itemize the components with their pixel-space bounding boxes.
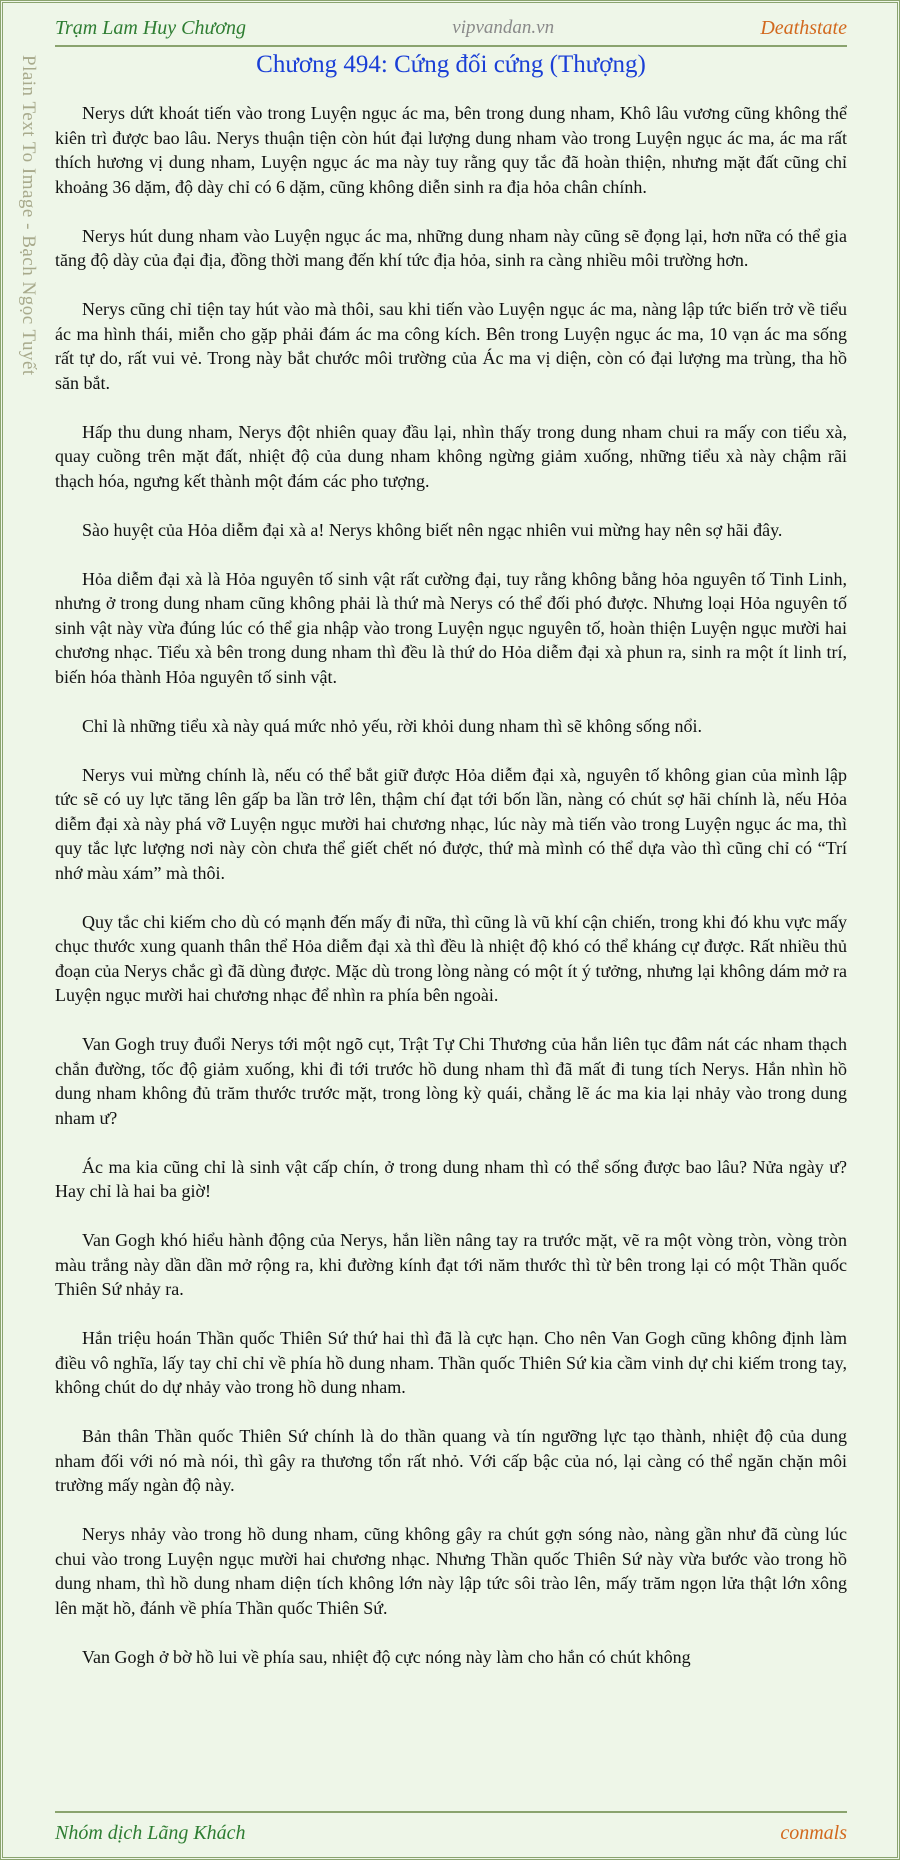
paragraph: Van Gogh khó hiểu hành động của Nerys, hắn liền nâng tay ra trước mặt, vẽ ra một vòng tròn, vòng tròn màu trắng này dần dần mở rộng ra, khi đường kính đạt tới năm thước thì từ bên trong lại có một Thần quốc Thiên Sứ nhảy ra. xyxy=(55,1230,847,1299)
paragraph: Hỏa diễm đại xà là Hỏa nguyên tố sinh vật rất cường đại, tuy rằng không bằng hỏa nguyên tố Tinh Linh, nhưng ở trong dung nham cũng không phải là thứ mà Nerys có thể đối phó được. Nhưng loại Hỏa nguyên tố sinh vật này vừa đúng lúc có thể gia nhập vào trong Luyện ngục nguyên tố, hoàn thiện Luyện ngục mười hai chương nhạc. Tiểu xà bên trong dung nham thì đều là thứ do Hỏa diễm đại xà phun ra, sinh ra một ít linh trí, biến hóa thành Hỏa nguyên tố sinh vật. xyxy=(55,568,847,687)
header-author-credit: Deathstate xyxy=(760,16,847,39)
paragraph: Hắn triệu hoán Thần quốc Thiên Sứ thứ hai thì đã là cực hạn. Cho nên Van Gogh cũng không định làm điều vô nghĩa, lấy tay chỉ chỉ về phía hồ dung nham. Thần quốc Thiên Sứ kia cầm vinh dự chi kiếm trong tay, không chút do dự nhảy vào trong hồ dung nham. xyxy=(55,1328,847,1397)
paragraph: Nerys cũng chỉ tiện tay hút vào mà thôi, sau khi tiến vào Luyện ngục ác ma, nàng lập tức biến trở về tiểu ác ma hình thái, miễn cho gặp phải đám ác ma công kích. Bên trong Luyện ngục ác ma, 10 vạn ác ma sống rất tự do, rất vui vẻ. Trong này bắt chước môi trường của Ác ma vị diện, còn có đại lượng ma trùng, tha hồ săn bắt. xyxy=(55,299,847,393)
footer-group-credit: Nhóm dịch Lãng Khách xyxy=(55,1821,246,1844)
paragraph: Van Gogh truy đuổi Nerys tới một ngõ cụt, Trật Tự Chi Thương của hắn liên tục đâm nát các nham thạch chắn đường, tốc độ giảm xuống, khi đi tới trước hồ dung nham thì đã mất đi tung tích Nerys. Hắn nhìn hồ dung nham không đủ trăm thước trước mặt, trong lòng kỳ quái, chẳng lẽ ác ma kia lại nhảy vào trong dung nham ư? xyxy=(55,1034,847,1128)
paragraph: Ác ma kia cũng chỉ là sinh vật cấp chín, ở trong dung nham thì có thể sống được bao lâu? Nửa ngày ư? Hay chỉ là hai ba giờ! xyxy=(55,1156,847,1201)
footer-editor-credit: conmals xyxy=(780,1821,847,1844)
header-site-name: vipvandan.vn xyxy=(452,17,555,38)
paragraph: Hấp thu dung nham, Nerys đột nhiên quay đầu lại, nhìn thấy trong dung nham chui ra mấy con tiểu xà, quay cuồng trên mặt đất, nhiệt độ của dung nham không ngừng giảm xuống, những tiểu xà này chậm rãi thạch hóa, ngưng kết thành một đám các pho tượng. xyxy=(55,421,847,491)
paragraph: Van Gogh ở bờ hồ lui về phía sau, nhiệt độ cực nóng này làm cho hắn có chút không xyxy=(82,1646,691,1667)
chapter-body xyxy=(55,101,847,1759)
side-watermark-text: Plain Text To Image - Bạch Ngọc Tuyết xyxy=(18,55,39,376)
header-translator-credit: Trạm Lam Huy Chương xyxy=(55,16,247,39)
paragraph: Sào huyệt của Hỏa diễm đại xà a! Nerys không biết nên ngạc nhiên vui mừng hay nên sợ hãi đây. xyxy=(82,519,783,540)
paragraph: Chỉ là những tiểu xà này quá mức nhỏ yếu, rời khỏi dung nham thì sẽ không sống nổi. xyxy=(82,715,702,736)
paragraph: Quy tắc chi kiếm cho dù có mạnh đến mấy đi nữa, thì cũng là vũ khí cận chiến, trong khi đó khu vực mấy chục thước xung quanh thân thể Hỏa diễm đại xà thì đều là nhiệt độ khó có thể kháng cự được. Rất nhiều thủ đoạn của Nerys chắc gì đã dùng được. Mặc dù trong lòng nàng có một ít ý tưởng, nhưng lại không dám mở ra Luyện ngục mười hai chương nhạc để nhìn ra phía bên ngoài. xyxy=(55,911,847,1005)
paragraph: Nerys nhảy vào trong hồ dung nham, cũng không gây ra chút gợn sóng nào, nàng gần như đã cùng lúc chui vào trong Luyện ngục mười hai chương nhạc. Nhưng Thần quốc Thiên Sứ này vừa bước vào trong hồ dung nham, thì hồ dung nham diện tích không lớn này lập tức sôi trào lên, mấy trăm ngọn lửa thật lớn xông lên mặt hồ, đánh về phía Thần quốc Thiên Sứ. xyxy=(55,1524,847,1618)
chapter-title: Chương 494: Cứng đối cứng (Thượng) xyxy=(256,51,646,78)
paragraph: Bản thân Thần quốc Thiên Sứ chính là do thần quang và tín ngưỡng lực tạo thành, nhiệt độ của dung nham đối với nó mà nói, thì gây ra thương tổn rất nhỏ. Với cấp bậc của nó, lại càng có thể ngăn chặn môi trường mấy ngàn độ này. xyxy=(55,1426,847,1495)
page-header xyxy=(55,11,847,47)
paragraph: Nerys vui mừng chính là, nếu có thể bắt giữ được Hỏa diễm đại xà, nguyên tố không gian của mình lập tức sẽ có uy lực tăng lên gấp ba lần trở lên, thậm chí đạt tới bốn lần, nàng có chút sợ hãi chính là, nếu Hỏa diễm đại xà này phá vỡ Luyện ngục mười hai chương nhạc, lúc này mà tiến vào trong Luyện ngục ác ma, thì quy tắc lực lượng nơi này còn chưa thể giết chết nó được, thứ mà mình có thể dựa vào thì cũng chỉ có “Trí nhớ màu xám” mà thôi. xyxy=(55,764,847,883)
page-footer xyxy=(55,1811,847,1853)
paragraph: Nerys dứt khoát tiến vào trong Luyện ngục ác ma, bên trong dung nham, Khô lâu vương cũng không thể kiên trì được bao lâu. Nerys thuận tiện còn hút đại lượng dung nham vào trong Luyện ngục ác ma, ác ma rất thích hương vị dung nham, Luyện ngục ác ma này tuy rằng quy tắc đã hoàn thiện, nhưng mặt đất cũng chỉ khoảng 36 dặm, độ dày chỉ có 6 dặm, cũng không diễn sinh ra địa hỏa chân chính. xyxy=(55,103,847,197)
paragraph: Nerys hút dung nham vào Luyện ngục ác ma, những dung nham này cũng sẽ đọng lại, hơn nữa có thể gia tăng độ dày của đại địa, đồng thời mang đến khí tức địa hỏa, sinh ra càng nhiều môi trường hơn. xyxy=(55,225,847,270)
